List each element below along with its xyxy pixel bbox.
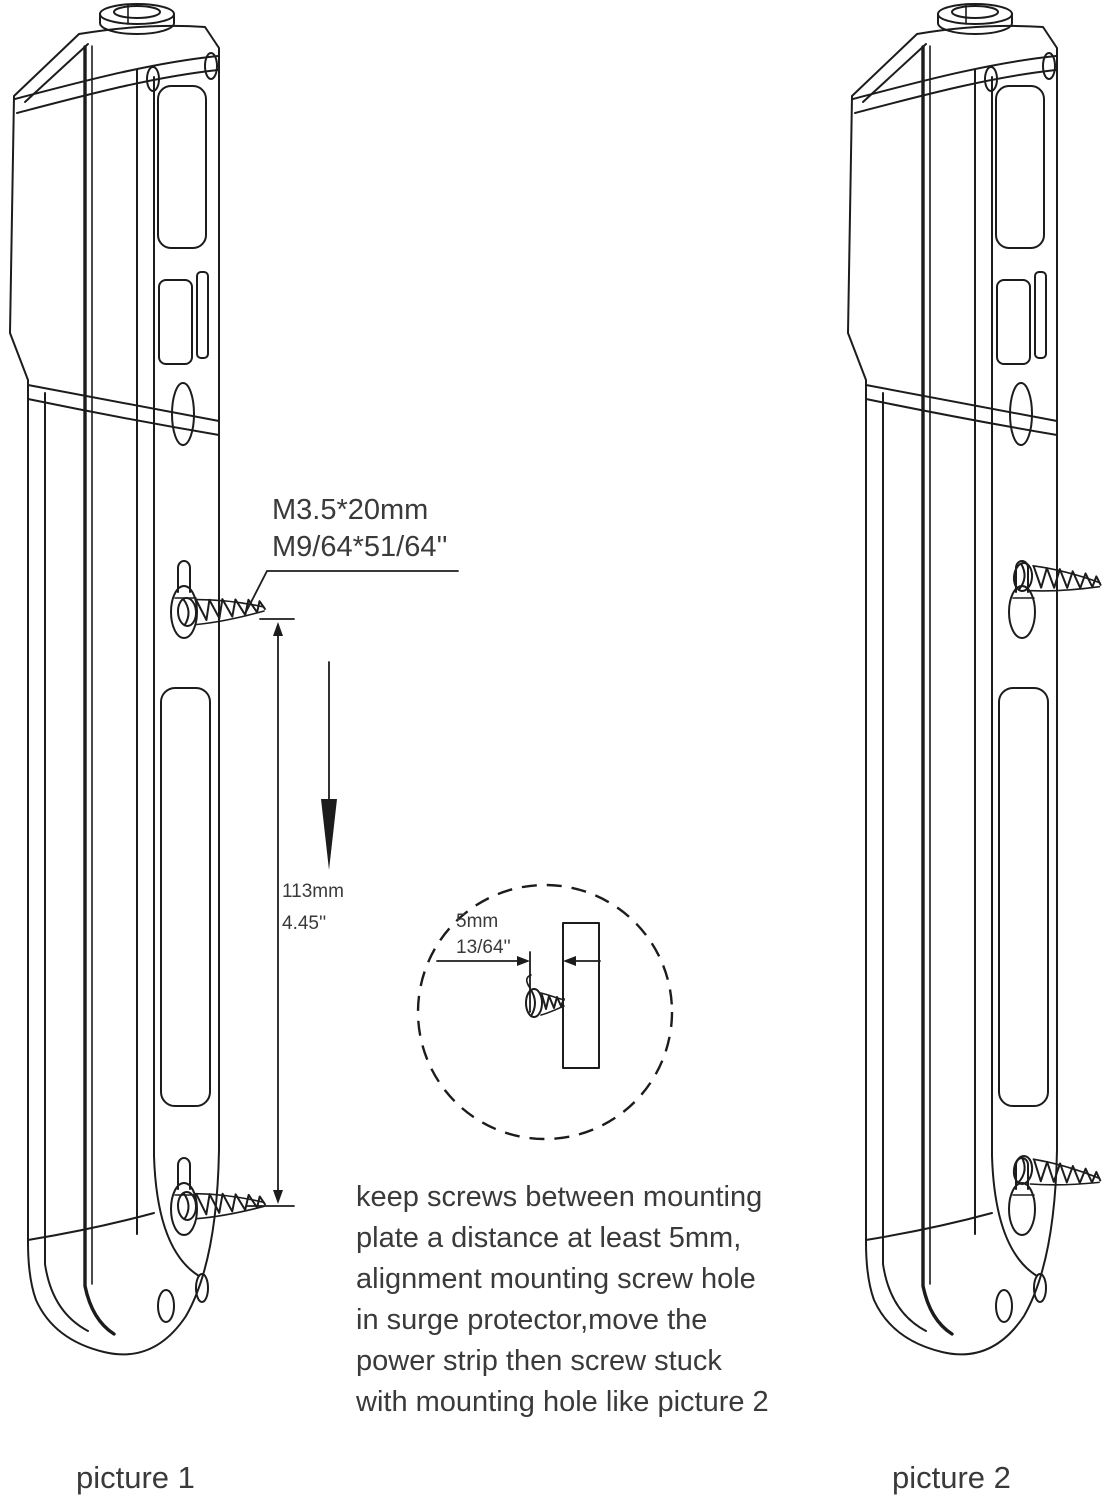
leader-line <box>246 571 458 612</box>
move-down-arrow-icon <box>321 662 337 870</box>
distance-mm-label: 113mm <box>282 881 344 902</box>
detail-screw <box>526 975 564 1017</box>
picture-2-label: picture 2 <box>892 1460 1011 1495</box>
distance-inch-label: 4.45'' <box>282 913 327 934</box>
instruction-text <box>355 1181 769 1418</box>
instruction-line-5: power strip then screw stuck <box>356 1345 722 1377</box>
power-strip-picture-1 <box>10 4 266 1354</box>
gap-mm-label: 5mm <box>456 911 499 932</box>
screw-spec-annotation <box>246 494 458 612</box>
instruction-line-3: alignment mounting screw hole <box>356 1263 756 1295</box>
mounting-plate-section <box>563 923 599 1068</box>
instruction-line-1: keep screws between mounting <box>356 1181 763 1213</box>
gap-inch-label: 13/64'' <box>456 937 511 958</box>
instruction-line-4: in surge protector,move the <box>356 1304 708 1336</box>
picture-1-label: picture 1 <box>76 1460 195 1495</box>
screw-spec-imperial: M9/64*51/64'' <box>272 531 448 563</box>
bottom-mounting-screw <box>178 1189 266 1220</box>
instruction-line-2: plate a distance at least 5mm, <box>356 1222 742 1254</box>
screw-spec-metric: M3.5*20mm <box>272 494 429 526</box>
power-strip-picture-2 <box>848 4 1102 1354</box>
gap-detail-circle <box>418 885 672 1139</box>
instruction-line-6: with mounting hole like picture 2 <box>356 1386 769 1418</box>
